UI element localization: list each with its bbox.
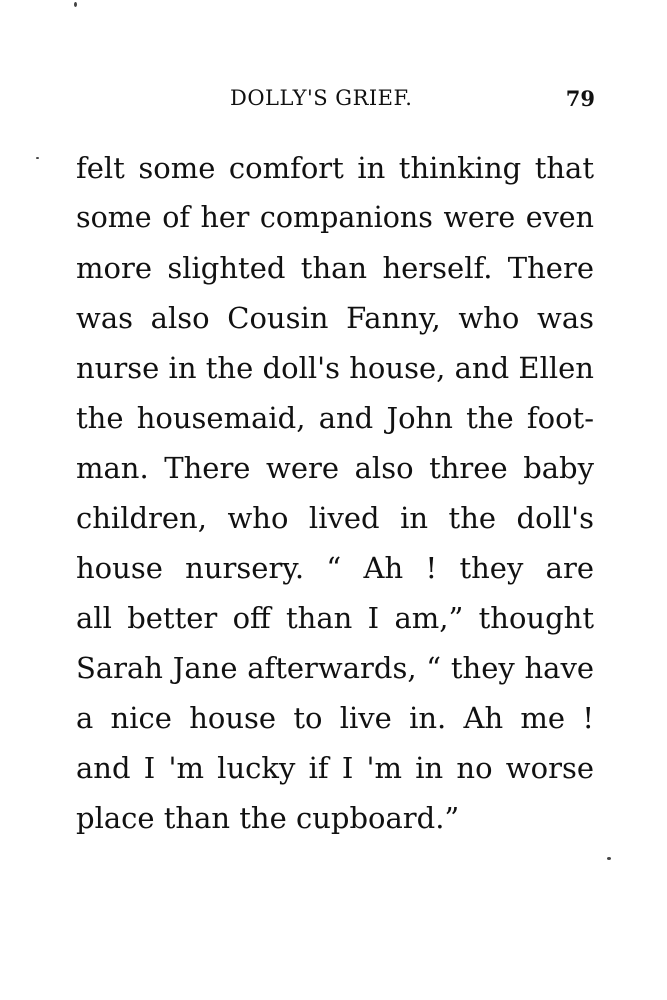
text-line: more slighted than herself. There bbox=[76, 251, 594, 285]
text-line: felt some comfort in thinking that bbox=[76, 151, 594, 185]
text-line: house nursery. “ Ah ! they are bbox=[76, 551, 594, 585]
text-line: Sarah Jane afterwards, “ they have bbox=[76, 651, 594, 685]
page-number: 79 bbox=[565, 86, 595, 111]
text-line: children, who lived in the doll's bbox=[76, 501, 594, 535]
text-line: the housemaid, and John the foot- bbox=[76, 401, 594, 435]
text-line: and I 'm lucky if I 'm in no worse bbox=[76, 751, 594, 785]
text-line: a nice house to live in. Ah me ! bbox=[76, 701, 594, 735]
text-line: man. There were also three baby bbox=[76, 451, 594, 485]
text-line: nurse in the doll's house, and Ellen bbox=[76, 351, 594, 385]
ink-speck bbox=[607, 857, 611, 860]
ink-speck bbox=[36, 157, 39, 159]
text-line: some of her companions were even bbox=[76, 201, 594, 234]
text-line: was also Cousin Fanny, who was bbox=[76, 301, 594, 335]
text-line: place than the cupboard.” bbox=[76, 801, 460, 835]
body-text bbox=[76, 146, 594, 846]
running-title: DOLLY'S GRIEF. bbox=[230, 86, 413, 110]
text-line: all better off than I am,” thought bbox=[76, 601, 594, 635]
ink-speck bbox=[74, 2, 77, 7]
